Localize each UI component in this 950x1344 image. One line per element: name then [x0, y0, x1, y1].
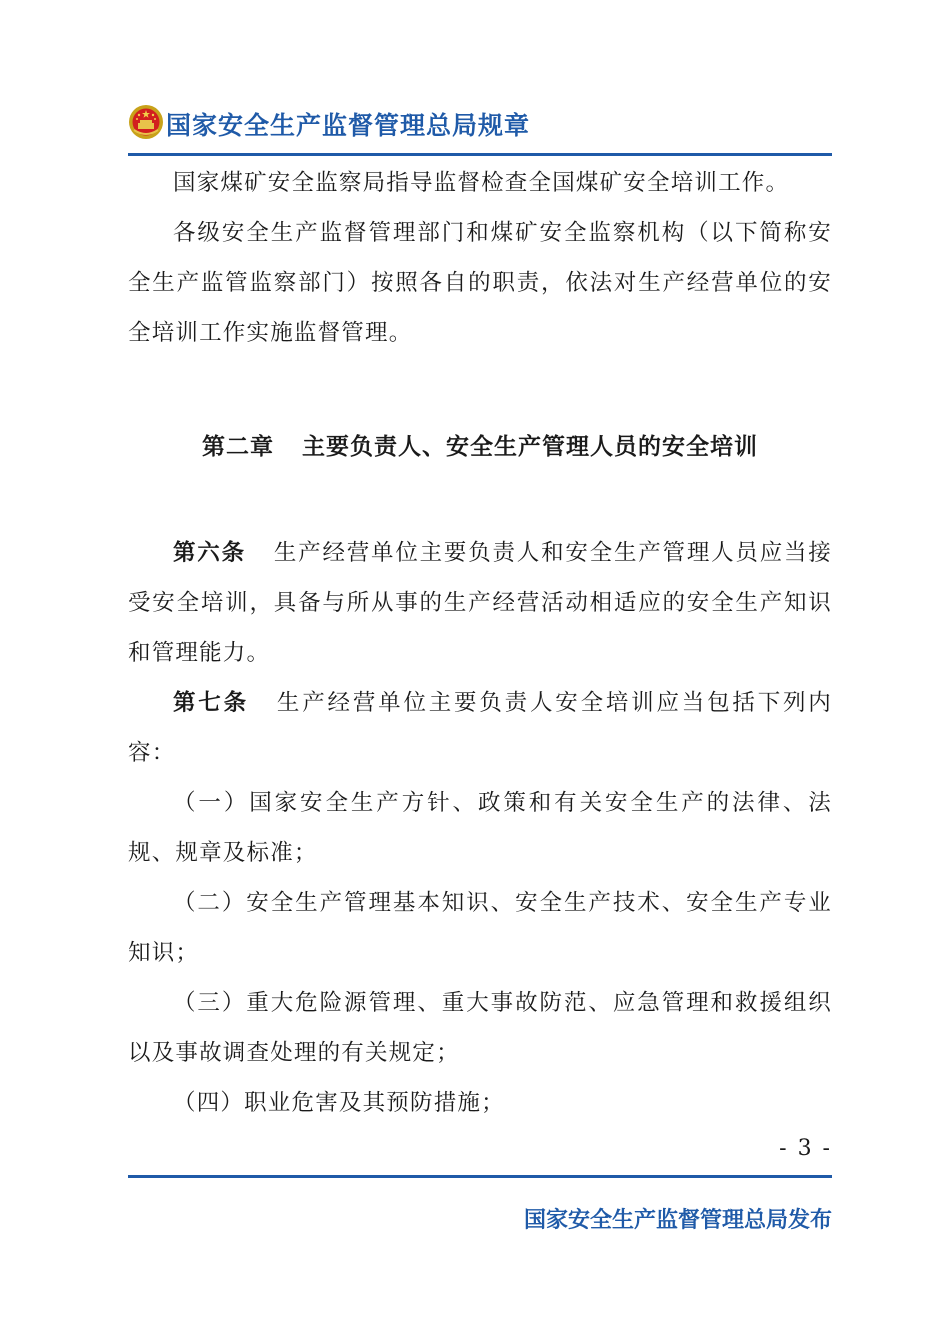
- list-item: （三）重大危险源管理、重大事故防范、应急管理和救援组织以及事故调查处理的有关规定；: [128, 990, 832, 1066]
- footer-divider: [128, 1175, 832, 1178]
- article-text: 生产经营单位主要负责人和安全生产管理人员应当接受安全培训，具备与所从事的生产经营活动相适应的安全生产知识和管理能力。: [128, 540, 832, 666]
- chapter-heading: [128, 428, 832, 461]
- list-item: （二）安全生产管理基本知识、安全生产技术、安全生产专业知识；: [128, 890, 832, 966]
- article-6: [128, 528, 832, 678]
- article-label: 第六条: [173, 540, 246, 566]
- national-emblem-icon: [128, 104, 164, 140]
- paragraph: 国家煤矿安全监察局指导监督检查全国煤矿安全培训工作。: [173, 170, 790, 196]
- header-divider: [128, 153, 832, 156]
- article-label: 第七条: [173, 690, 249, 716]
- paragraph: 各级安全生产监督管理部门和煤矿安全监察机构（以下简称安全生产监管监察部门）按照各自的职责，依法对生产经营单位的安全培训工作实施监督管理。: [128, 220, 832, 346]
- list-item: （四）职业危害及其预防措施；: [173, 1090, 505, 1116]
- document-header: [128, 98, 832, 148]
- list-item: （一）国家安全生产方针、政策和有关安全生产的法律、法规、规章及标准；: [128, 790, 832, 866]
- chapter-title: 主要负责人、安全生产管理人员的安全培训: [302, 434, 758, 460]
- article-text: 生产经营单位主要负责人安全培训应当包括下列内容：: [128, 690, 832, 766]
- articles-section: [128, 528, 832, 1128]
- footer-publisher: 国家安全生产监督管理总局发布: [523, 1208, 832, 1233]
- page-number: - 3 -: [779, 1136, 832, 1161]
- top-section: [128, 158, 832, 358]
- article-7: [128, 678, 832, 778]
- chapter-number: 第二章: [202, 434, 274, 460]
- header-title: 国家安全生产监督管理总局规章: [166, 111, 531, 140]
